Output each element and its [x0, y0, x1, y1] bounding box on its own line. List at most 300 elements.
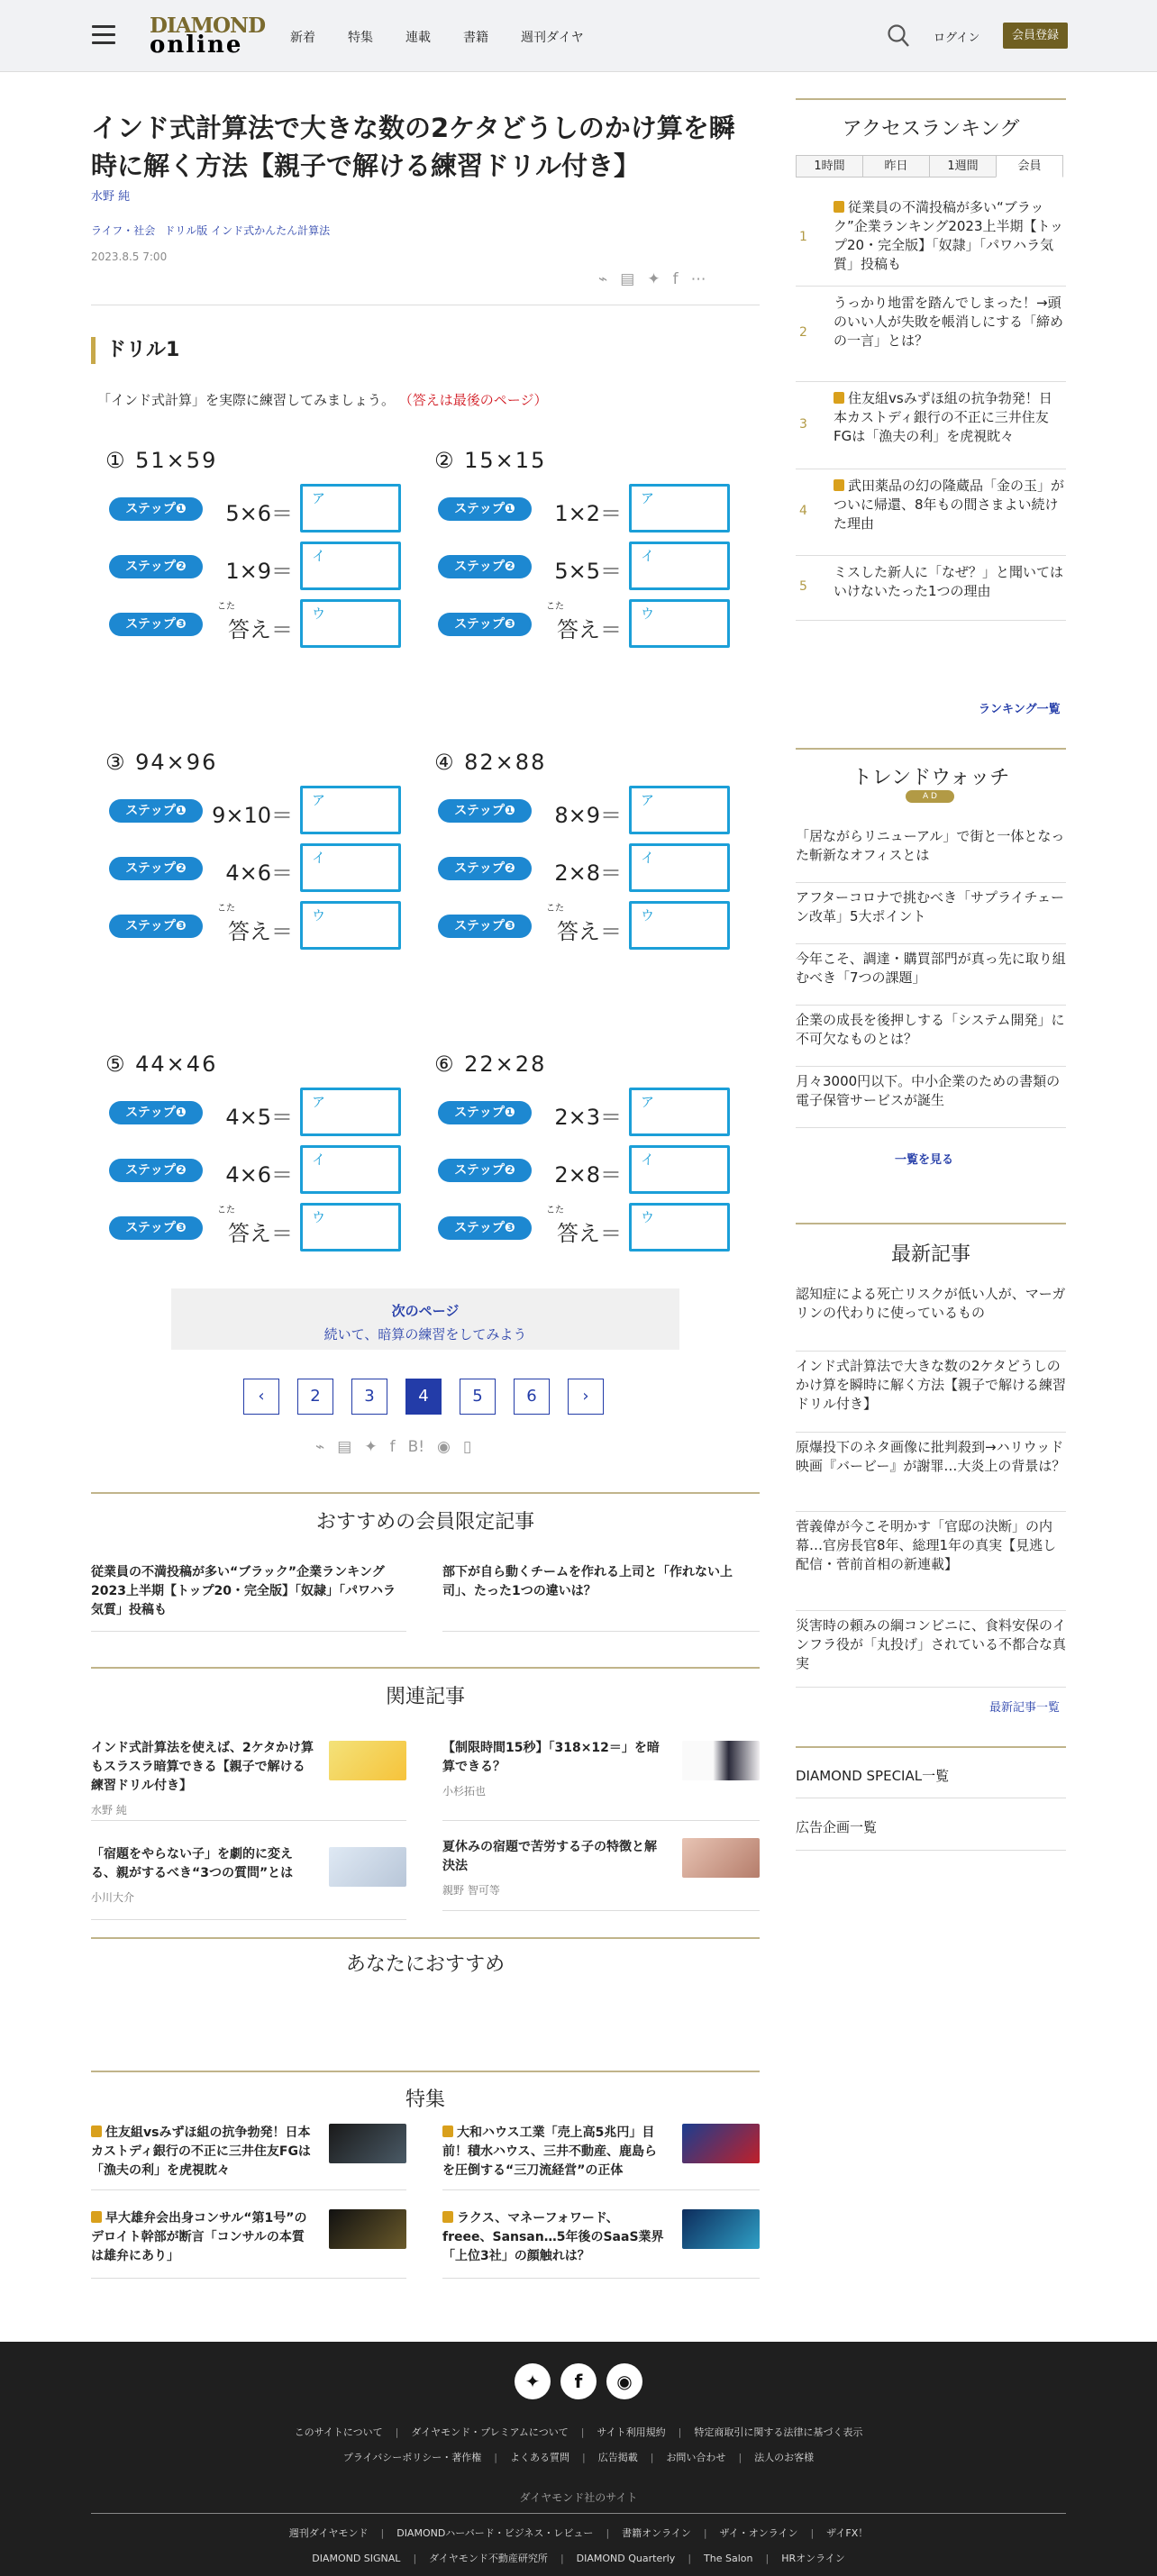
footer-links-row2	[0, 2450, 1157, 2464]
trend-title: トレンドウォッチ	[852, 767, 1010, 789]
tab-1hour[interactable]: 1時間	[796, 155, 863, 177]
step-badge: ステップ❶	[438, 1101, 532, 1124]
page-link[interactable]: 5	[460, 1379, 496, 1415]
footer-link[interactable]: このサイトについて	[294, 2426, 383, 2438]
lock-icon	[91, 2211, 102, 2223]
answer-box[interactable]	[629, 786, 730, 834]
answer-box[interactable]	[629, 542, 730, 590]
divider	[442, 2278, 760, 2279]
ruby-text: こた	[546, 1206, 564, 1215]
separator: |	[380, 2527, 385, 2539]
ranking-text: ミスした新人に「なぜ？」と聞いてはいけないたった1つの理由	[834, 564, 1064, 599]
drill-problem	[420, 1050, 744, 1257]
step-badge: ステップ❷	[109, 857, 203, 880]
footer-link[interactable]: お問い合わせ	[666, 2452, 726, 2463]
ranking-number: 2	[799, 325, 807, 340]
ranking-item[interactable]	[796, 287, 1066, 382]
article-thumbnail[interactable]	[329, 1741, 406, 1780]
prev-page-icon[interactable]: ‹	[243, 1379, 279, 1415]
author-link[interactable]: 水野 純	[91, 190, 131, 204]
step-row	[434, 901, 741, 951]
problem-title: ② 15×15	[434, 448, 547, 473]
section-rule	[91, 1492, 760, 1494]
related-article[interactable]	[442, 1739, 668, 1801]
article-thumbnail[interactable]	[682, 1838, 760, 1878]
footer-sites-row2	[0, 2551, 1157, 2565]
divider	[442, 2189, 760, 2190]
trend-item[interactable]: 今年こそ、調達・購買部門が真っ先に取り組むべき「7つの課題」	[796, 944, 1066, 1006]
step-equation: 4×5＝	[225, 1105, 293, 1130]
menu-icon[interactable]	[92, 25, 115, 45]
step-badge: ステップ❶	[438, 799, 532, 823]
footer-link[interactable]: DIAMONDハーバード・ビジネス・レビュー	[396, 2527, 594, 2539]
step-equation: 5×5＝	[554, 559, 622, 584]
problem-title: ① 51×59	[105, 448, 218, 473]
separator: |	[606, 2527, 610, 2539]
answer-label: ア	[312, 490, 326, 506]
related-article-title: 【制限時間15秒】「318×12＝」を暗算できる？	[442, 1741, 660, 1774]
logo-bottom-text: online	[150, 32, 243, 59]
step-equation: 2×3＝	[554, 1105, 622, 1130]
page-link-current[interactable]: 4	[405, 1379, 442, 1415]
step-row	[105, 1203, 412, 1253]
ranking-text: うっかり地雷を踏んでしまった！→頭のいい人が失敗を帳消しにする「締めの一言」とは？	[834, 295, 1064, 349]
clip-icon[interactable]: ⌁	[315, 1438, 325, 1456]
step-equation: こた 答え＝	[217, 1206, 293, 1246]
answer-label: イ	[312, 548, 326, 564]
section-rule	[796, 98, 1066, 100]
answer-box[interactable]	[629, 599, 730, 648]
ranking-title-text	[834, 563, 1064, 601]
step-equation: 2×8＝	[554, 860, 622, 886]
step-badge: ステップ❸	[109, 1216, 203, 1240]
footer-link[interactable]: 法人のお客様	[754, 2452, 815, 2463]
next-page-desc: 続いて、暗算の練習をしてみよう	[323, 1326, 527, 1343]
footer-links-row1	[0, 2425, 1157, 2439]
site-logo[interactable]	[150, 15, 265, 57]
footer-link[interactable]: プライバシーポリシー・著作権	[342, 2452, 482, 2463]
section-rule	[91, 1937, 760, 1939]
related-article[interactable]	[91, 1845, 316, 1907]
separator: |	[413, 2553, 417, 2564]
share-bar-bottom	[315, 1438, 471, 1456]
nav-item-books[interactable]: 書籍	[463, 31, 488, 45]
problem-title: ⑤ 44×46	[105, 1051, 218, 1077]
drill-problem	[420, 748, 744, 955]
footer-link[interactable]: DIAMOND SIGNAL	[312, 2553, 401, 2564]
lock-icon	[442, 2211, 453, 2223]
bookmark-icon[interactable]: ▯	[462, 1438, 472, 1456]
ranking-number: 3	[799, 416, 807, 432]
step-row	[105, 786, 412, 836]
step-badge: ステップ❸	[109, 613, 203, 636]
latest-item[interactable]: インド式計算法で大きな数の2ケタどうしのかけ算を瞬時に解く方法【親子で解ける練習ドリル付き】	[796, 1352, 1066, 1433]
answer-label: ア	[312, 792, 326, 808]
drill-problem	[420, 446, 744, 653]
drill-problem	[91, 446, 415, 653]
feature-article-title: ラクス、マネーフォワード、freee、Sansan…5年後のSaaS業界「上位3社」の顔触れは？	[442, 2211, 664, 2263]
ranking-text: 従業員の不満投稿が多い“ブラック”企業ランキング2023上半期【トップ20・完全版】「奴隷」「パワハラ気質」投稿も	[834, 199, 1064, 272]
ruby-text: こた	[217, 1206, 235, 1215]
step-badge: ステップ❸	[438, 915, 532, 938]
nav-item-feature[interactable]: 特集	[348, 31, 373, 45]
footer-link[interactable]: HRオンライン	[781, 2553, 845, 2564]
separator: |	[395, 2426, 399, 2438]
separator: |	[688, 2553, 692, 2564]
footer-sites-row1	[0, 2526, 1157, 2540]
member-article-link[interactable]: 従業員の不満投稿が多い“ブラック”企業ランキング2023上半期【トップ20・完全版】「奴隷」「パワハラ気質」投稿も	[91, 1565, 396, 1617]
step-equation: 4×6＝	[225, 860, 293, 886]
search-icon[interactable]	[887, 23, 910, 49]
ranking-number: 1	[799, 230, 807, 244]
site-footer	[0, 2342, 1157, 2576]
next-page-icon[interactable]: ›	[568, 1379, 604, 1415]
answer-label: イ	[312, 850, 326, 866]
trend-item[interactable]: 「居ながらリニューアル」で街と一体となった斬新なオフィスとは	[796, 822, 1066, 883]
step-badge: ステップ❸	[109, 915, 203, 938]
twitter-icon[interactable]: ✦	[515, 2363, 551, 2399]
answer-label: ウ	[641, 907, 655, 924]
category-list	[91, 223, 330, 238]
answer-label: ウ	[312, 907, 326, 924]
step-badge: ステップ❷	[109, 555, 203, 578]
answer-box[interactable]	[300, 1088, 401, 1136]
print-icon[interactable]: ▤	[337, 1438, 352, 1456]
step-badge: ステップ❶	[109, 799, 203, 823]
article-thumbnail[interactable]	[329, 1847, 406, 1887]
nav-item-weekly[interactable]: 週刊ダイヤ	[521, 31, 584, 45]
ranking-title: アクセスランキング	[842, 118, 1020, 141]
step-row	[105, 1145, 412, 1196]
answer-label: イ	[641, 548, 655, 564]
nav-item-new[interactable]: 新着	[290, 31, 315, 45]
feature-article-title: 住友組vsみずほ組の抗争勃発！日本カストディ銀行の不正に三井住友FGは「漁夫の利」を虎視眈々	[91, 2125, 311, 2178]
step-equation: 8×9＝	[554, 803, 622, 828]
step-row	[105, 599, 412, 650]
ranking-title-text	[834, 477, 1064, 533]
for-you-title: あなたにおすすめ	[345, 1953, 506, 1976]
twitter-icon[interactable]: ✦	[364, 1438, 378, 1456]
separator: |	[560, 2553, 564, 2564]
tab-1week[interactable]: 1週間	[929, 155, 997, 177]
ranking-number: 4	[799, 504, 807, 518]
comment-icon[interactable]: ◉	[437, 1438, 451, 1456]
answer-box[interactable]	[629, 901, 730, 950]
section-rule	[796, 1746, 1066, 1748]
step-badge: ステップ❷	[109, 1159, 203, 1182]
step-row	[105, 901, 412, 951]
problem-title: ③ 94×96	[105, 750, 218, 775]
step-row	[434, 843, 741, 894]
feature-article-title: 早大雄弁会出身コンサル“第1号”のデロイト幹部が断言「コンサルの本質は雄弁にあり」	[91, 2211, 307, 2263]
answer-box[interactable]	[300, 1145, 401, 1194]
problem-title: ⑥ 22×28	[434, 1051, 547, 1077]
tab-yesterday[interactable]: 昨日	[862, 155, 930, 177]
related-title: 関連記事	[385, 1686, 465, 1708]
separator: |	[765, 2553, 770, 2564]
feature-article-link[interactable]	[442, 2209, 668, 2266]
pagination	[243, 1379, 604, 1415]
divider	[91, 2278, 406, 2279]
step-badge: ステップ❶	[438, 497, 532, 521]
step-equation: 4×6＝	[225, 1162, 293, 1188]
ranking-item[interactable]	[796, 469, 1066, 556]
next-page-label: 次のページ	[391, 1303, 460, 1319]
answer-box[interactable]	[300, 484, 401, 532]
answer-label: イ	[641, 850, 655, 866]
register-button[interactable]: 会員登録	[1003, 23, 1068, 49]
step-badge: ステップ❶	[109, 1101, 203, 1124]
step-equation: こた 答え＝	[217, 904, 293, 944]
facebook-icon[interactable]: f	[672, 270, 679, 288]
answer-box[interactable]	[300, 843, 401, 892]
answer-box[interactable]	[300, 542, 401, 590]
answer-box[interactable]	[300, 1203, 401, 1252]
step-row	[434, 1203, 741, 1253]
trend-item[interactable]: 月々3000円以下。中小企業のための書類の電子保管サービスが誕生	[796, 1067, 1066, 1128]
intro-text: 「インド式計算」を実際に練習してみましょう。	[97, 392, 396, 408]
answer-box[interactable]	[629, 484, 730, 532]
step-row	[105, 1088, 412, 1138]
answer-box[interactable]	[300, 786, 401, 834]
related-article-author: 小川大介	[91, 1891, 135, 1904]
step-row	[434, 786, 741, 836]
category-link[interactable]: ライフ・社会	[91, 224, 156, 237]
drill-problem	[91, 748, 415, 955]
section-rule	[796, 1223, 1066, 1224]
ranking-title-text	[834, 389, 1064, 446]
ranking-tabs	[796, 155, 1062, 177]
divider	[796, 1850, 1066, 1851]
related-article[interactable]	[442, 1838, 668, 1900]
footer-link[interactable]: ダイヤモンド・プレミアムについて	[411, 2426, 569, 2438]
answer-label: ウ	[312, 1209, 326, 1225]
trend-item[interactable]: 企業の成長を後押しする「システム開発」に不可欠なものとは？	[796, 1006, 1066, 1067]
intro-note: （答えは最後のページ）	[398, 392, 548, 408]
step-badge: ステップ❷	[438, 857, 532, 880]
article-thumbnail[interactable]	[682, 2209, 760, 2249]
related-article-title: 「宿題をやらない子」を劇的に変える、親がするべき“3つの質問”とは	[91, 1847, 294, 1880]
trend-more-link[interactable]: 一覧を見る	[895, 1153, 954, 1167]
logo-top-text: DIAMOND	[150, 14, 266, 38]
ranking-text: 住友組vsみずほ組の抗争勃発！日本カストディ銀行の不正に三井住友FGは「漁夫の利」を虎視眈々	[834, 390, 1052, 444]
publish-date: 2023.8.5 7:00	[91, 250, 168, 263]
article-title: インド式計算法で大きな数の2ケタどうしのかけ算を瞬時に解く方法【親子で解ける練習ドリル付き】	[91, 113, 735, 181]
step-badge: ステップ❷	[438, 1159, 532, 1182]
latest-item[interactable]: 原爆投下のネタ画像に批判殺到→ハリウッド映画『バービー』が謝罪…大炎上の背景は？	[796, 1433, 1066, 1512]
section-rule	[796, 748, 1066, 750]
hatena-icon[interactable]: B!	[407, 1438, 425, 1456]
latest-item[interactable]: 災害時の頼みの綱コンビニに、食料安保のインフラ役が「丸投げ」されている不都合な真実	[796, 1611, 1066, 1688]
lock-icon	[834, 392, 844, 404]
lock-icon	[442, 2125, 453, 2137]
ranking-item[interactable]	[796, 191, 1066, 287]
footer-link[interactable]: DIAMOND Quarterly	[576, 2553, 676, 2564]
answer-box[interactable]	[300, 901, 401, 950]
lock-icon	[91, 2125, 102, 2137]
related-article-title: 夏休みの宿題で苦労する子の特徴と解決法	[442, 1840, 657, 1873]
trend-item[interactable]: アフターコロナで挑むべき「サプライチェーン改革」5大ポイント	[796, 883, 1066, 944]
step-row	[434, 1145, 741, 1196]
step-equation: こた 答え＝	[546, 1206, 622, 1246]
member-recommend-title: おすすめの会員限定記事	[315, 1511, 535, 1534]
related-article-author: 水野 純	[91, 1804, 127, 1816]
facebook-icon[interactable]: f	[389, 1438, 396, 1456]
step-badge: ステップ❸	[438, 613, 532, 636]
latest-more-link[interactable]: 最新記事一覧	[989, 1701, 1061, 1715]
step-row	[434, 542, 741, 592]
ranking-title-text	[834, 198, 1064, 274]
footer-link[interactable]: よくある質問	[510, 2452, 569, 2463]
section-rule	[91, 2071, 760, 2072]
footer-link[interactable]: ザイFX！	[826, 2527, 869, 2539]
step-row	[105, 542, 412, 592]
footer-link[interactable]: サイト利用規約	[597, 2426, 666, 2438]
related-article-title: インド式計算法を使えば、2ケタかけ算もスラスラ暗算できる【親子で解ける練習ドリル付き】	[91, 1741, 314, 1793]
page-link[interactable]: 2	[297, 1379, 333, 1415]
step-row	[434, 599, 741, 650]
divider	[442, 1820, 760, 1821]
ad-plan-link[interactable]: 広告企画一覧	[796, 1819, 878, 1835]
divider	[91, 1820, 406, 1821]
answer-box[interactable]	[300, 599, 401, 648]
step-equation: こた 答え＝	[546, 904, 622, 944]
nav-item-series[interactable]: 連載	[405, 31, 431, 45]
member-article-link[interactable]: 部下が自ら動くチームを作れる上司と「作れない上司」、たった1つの違いは？	[442, 1565, 733, 1598]
latest-item[interactable]: 認知症による死亡リスクが低い人が、マーガリンの代わりに使っているもの	[796, 1279, 1066, 1352]
drill-intro	[97, 390, 548, 409]
ruby-text: こた	[217, 904, 235, 914]
login-link[interactable]: ログイン	[934, 32, 980, 45]
feature-article-link[interactable]	[91, 2209, 316, 2266]
divider	[442, 1910, 760, 1911]
step-equation: 2×8＝	[554, 1162, 622, 1188]
answer-label: ウ	[641, 1209, 655, 1225]
answer-label: ウ	[641, 605, 655, 622]
step-equation: 1×2＝	[554, 501, 622, 526]
answer-box[interactable]	[629, 1145, 730, 1194]
feature-article-link[interactable]	[442, 2124, 668, 2180]
footer-link[interactable]: 週刊ダイヤモンド	[288, 2527, 369, 2539]
lock-icon	[834, 201, 844, 213]
feature-article-link[interactable]	[91, 2124, 316, 2180]
category-link[interactable]: ドリル版 インド式かんたん計算法	[164, 224, 331, 237]
divider	[91, 1631, 406, 1632]
step-badge: ステップ❸	[438, 1216, 532, 1240]
ranking-title-text	[834, 294, 1064, 350]
section-rule	[91, 1667, 760, 1669]
ruby-text: こた	[546, 904, 564, 914]
ranking-number: 5	[799, 579, 807, 594]
ruby-text: こた	[546, 602, 564, 612]
step-row	[434, 1088, 741, 1138]
diamond-special-link[interactable]: DIAMOND SPECIAL一覧	[796, 1768, 950, 1784]
separator: |	[582, 2452, 586, 2463]
step-row	[105, 843, 412, 894]
sister-sites-title: ダイヤモンド社のサイト	[519, 2491, 638, 2504]
site-header	[0, 0, 1157, 72]
answer-label: ア	[641, 792, 655, 808]
drill-heading: ドリル1	[91, 337, 179, 364]
related-article-author: 小杉拓也	[442, 1785, 487, 1798]
problem-title: ④ 82×88	[434, 750, 547, 775]
facebook-icon[interactable]: f	[560, 2363, 597, 2399]
features-title: 特集	[405, 2089, 445, 2111]
step-row	[105, 484, 412, 534]
separator: |	[494, 2452, 497, 2463]
divider	[91, 2513, 1066, 2514]
ad-badge: A D	[906, 790, 954, 803]
step-equation: 1×9＝	[225, 559, 293, 584]
separator: |	[678, 2426, 682, 2438]
answer-label: ア	[641, 490, 655, 506]
drill-problem	[91, 1050, 415, 1257]
article-thumbnail[interactable]	[329, 2124, 406, 2163]
separator: |	[580, 2426, 585, 2438]
answer-box[interactable]	[629, 1088, 730, 1136]
answer-box[interactable]	[629, 1203, 730, 1252]
footer-link[interactable]: 特定商取引に関する法律に基づく表示	[694, 2426, 863, 2438]
more-icon[interactable]: ⋯	[690, 270, 706, 288]
page-link[interactable]: 6	[514, 1379, 550, 1415]
tab-member[interactable]: 会員	[996, 155, 1063, 177]
step-badge: ステップ❶	[109, 497, 203, 521]
separator: |	[650, 2452, 654, 2463]
ranking-item[interactable]	[796, 382, 1066, 469]
footer-link[interactable]: The Salon	[704, 2553, 753, 2564]
answer-label: ア	[312, 1094, 326, 1110]
step-badge: ステップ❷	[438, 555, 532, 578]
article-thumbnail[interactable]	[682, 2124, 760, 2163]
global-nav	[290, 28, 584, 46]
latest-title: 最新記事	[890, 1243, 970, 1266]
ranking-item[interactable]	[796, 556, 1066, 621]
answer-box[interactable]	[629, 843, 730, 892]
footer-link[interactable]: 広告掲載	[597, 2452, 638, 2463]
step-equation: 5×6＝	[225, 501, 293, 526]
answer-label: ア	[641, 1094, 655, 1110]
print-icon[interactable]: ▤	[620, 270, 635, 288]
divider	[91, 2189, 406, 2190]
answer-label: イ	[312, 1151, 326, 1168]
lock-icon	[834, 479, 844, 491]
answer-label: ウ	[312, 605, 326, 622]
footer-link[interactable]: 書籍オンライン	[622, 2527, 691, 2539]
related-article-author: 親野 智可等	[442, 1884, 500, 1897]
footer-link[interactable]: ダイヤモンド不動産研究所	[429, 2553, 548, 2564]
page-link[interactable]: 3	[351, 1379, 387, 1415]
ranking-more-link[interactable]: ランキング一覧	[979, 703, 1061, 716]
separator: |	[738, 2452, 742, 2463]
divider	[442, 1631, 760, 1632]
clip-icon[interactable]: ⌁	[598, 270, 608, 288]
article-thumbnail[interactable]	[682, 1741, 760, 1780]
step-equation: こた 答え＝	[217, 602, 293, 642]
related-article[interactable]	[91, 1739, 316, 1820]
separator: |	[703, 2527, 707, 2539]
ranking-text: 武田薬品の幻の隆蔵品「金の玉」がついに帰還、8年もの間さまよい続けた理由	[834, 478, 1065, 532]
latest-item[interactable]: 菅義偉が今こそ明かす「官邸の決断」の内幕…官房長官8年、総理1年の真実【見逃し配信・菅前首相の新連載】	[796, 1512, 1066, 1611]
step-equation: 9×10＝	[212, 803, 293, 828]
rss-icon[interactable]: ◉	[606, 2363, 642, 2399]
share-bar-top	[598, 270, 706, 288]
next-page-button[interactable]	[171, 1288, 679, 1350]
article-thumbnail[interactable]	[329, 2209, 406, 2249]
answer-label: イ	[641, 1151, 655, 1168]
footer-link[interactable]: ザイ・オンライン	[719, 2527, 798, 2539]
step-row	[434, 484, 741, 534]
twitter-icon[interactable]: ✦	[647, 270, 660, 288]
